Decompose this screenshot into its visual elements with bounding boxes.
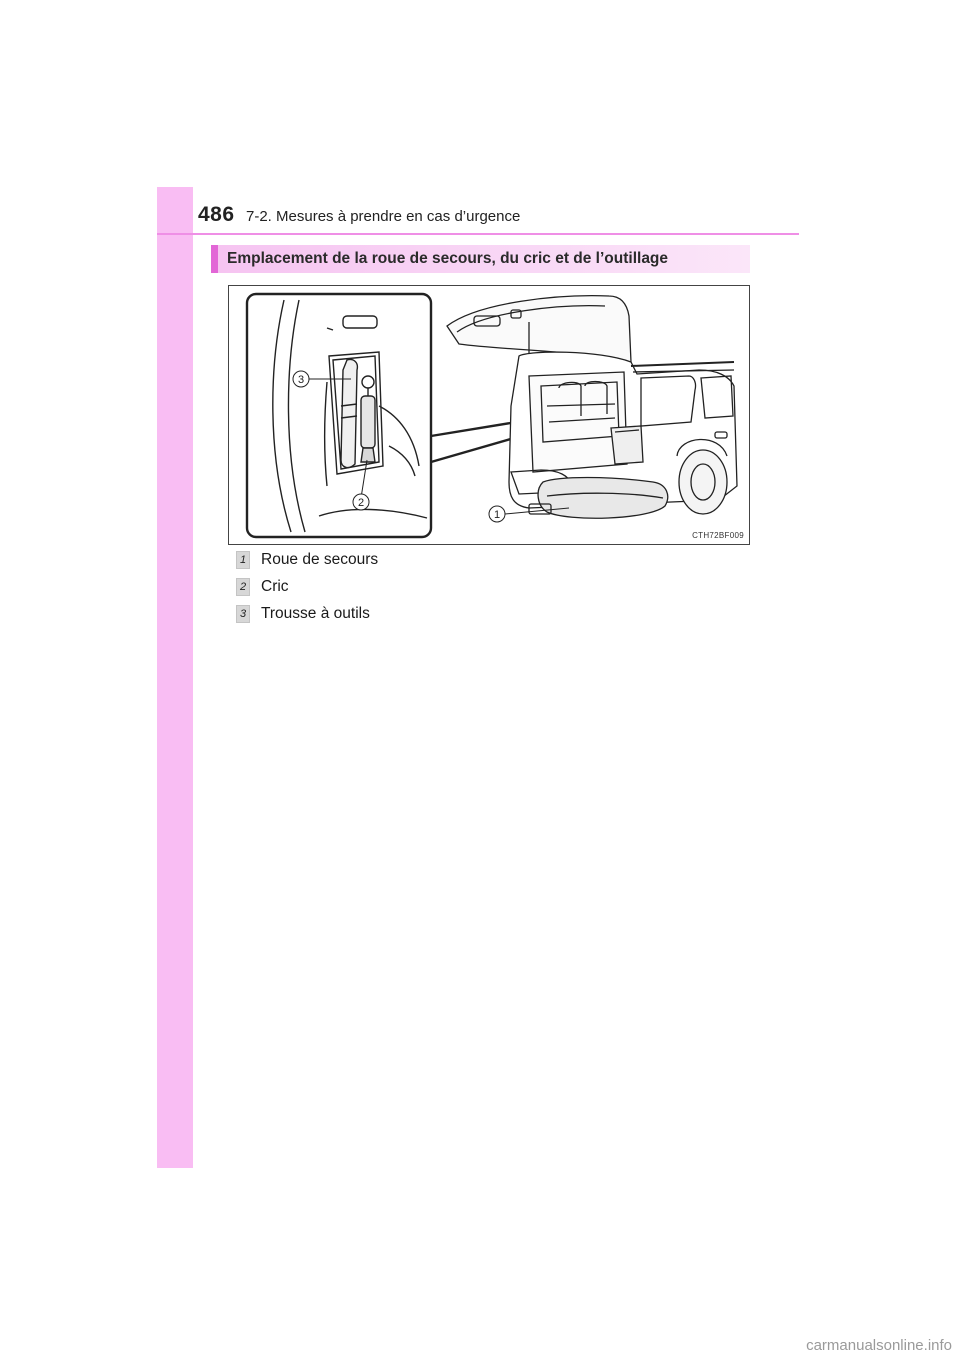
callout-1: [489, 506, 505, 522]
section-heading: [211, 245, 750, 273]
vehicle-rear-view: [447, 296, 737, 519]
legend-label: Cric: [261, 577, 289, 595]
legend-item: [236, 600, 378, 627]
callout-3: [293, 371, 309, 387]
legend-item: [236, 573, 378, 600]
legend-number: 1: [236, 551, 250, 569]
vehicle-illustration: [228, 285, 750, 545]
legend-label: Roue de secours: [261, 550, 379, 568]
legend-number: 3: [236, 605, 250, 623]
illustration-drawing: [229, 286, 750, 545]
side-accent-band: [157, 187, 193, 1168]
legend-item: [236, 546, 378, 573]
section-heading-text: Emplacement de la roue de secours, du cric et de l’outillage: [227, 250, 669, 267]
header-divider: [157, 233, 799, 235]
callout-3-label: 3: [297, 374, 305, 386]
inset-detail-view: [247, 294, 431, 537]
figure-code: CTH72BF009: [692, 531, 744, 540]
legend-label: Trousse à outils: [261, 604, 370, 622]
callout-2: [353, 494, 369, 510]
legend-list: [236, 546, 378, 627]
callout-1-label: 1: [493, 509, 501, 521]
page-number: 486: [198, 203, 235, 226]
watermark: carmanualsonline.info: [806, 1337, 952, 1354]
chapter-title: 7-2. Mesures à prendre en cas d’urgence: [246, 208, 521, 225]
legend-number: 2: [236, 578, 250, 596]
callout-2-label: 2: [357, 497, 365, 509]
